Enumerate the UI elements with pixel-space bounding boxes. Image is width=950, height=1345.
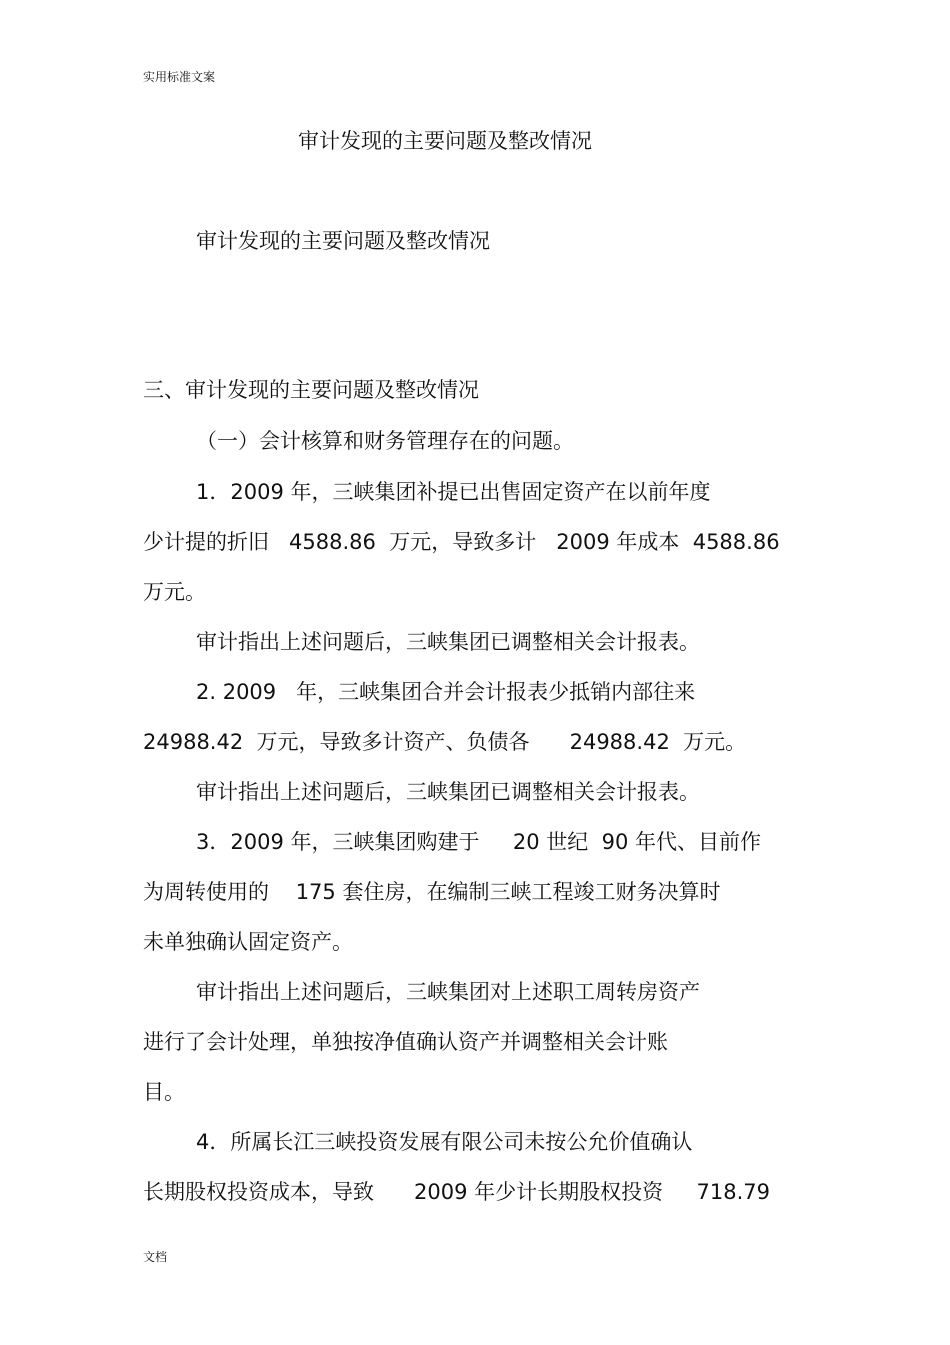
paragraph-line: 1．2009 年，三峡集团补提已出售固定资产在以前年度 [196,480,711,504]
paragraph-line: 审计指出上述问题后，三峡集团已调整相关会计报表。 [196,630,700,654]
paragraph-line: 目。 [143,1080,185,1104]
document-subtitle: 审计发现的主要问题及整改情况 [196,229,490,253]
paragraph-line: 4．所属长江三峡投资发展有限公司未按公允价值确认 [196,1130,693,1154]
paragraph-line: 万元。 [143,580,206,604]
paragraph-line: 长期股权投资成本，导致 2009 年少计长期股权投资 718.79 [143,1180,771,1204]
paragraph-line: 审计指出上述问题后，三峡集团已调整相关会计报表。 [196,780,700,804]
page-footer: 文档 [143,1250,168,1264]
paragraph-line: 进行了会计处理，单独按净值确认资产并调整相关会计账 [143,1030,668,1054]
paragraph-line: 2. 2009 年，三峡集团合并会计报表少抵销内部往来 [196,680,696,704]
subsection-heading: （一）会计核算和财务管理存在的问题。 [196,429,574,453]
page-header: 实用标准文案 [143,70,216,84]
document-title: 审计发现的主要问题及整改情况 [298,129,592,153]
paragraph-line: 少计提的折旧 4588.86 万元，导致多计 2009 年成本 4588.86 [143,530,780,554]
paragraph-line: 3．2009 年，三峡集团购建于 20 世纪 90 年代、目前作 [196,830,761,854]
paragraph-line: 24988.42 万元，导致多计资产、负债各 24988.42 万元。 [143,730,747,754]
paragraph-line: 未单独确认固定资产。 [143,930,353,954]
paragraph-line: 为周转使用的 175 套住房，在编制三峡工程竣工财务决算时 [143,880,721,904]
section-heading: 三、审计发现的主要问题及整改情况 [143,378,479,402]
paragraph-line: 审计指出上述问题后，三峡集团对上述职工周转房资产 [196,980,700,1004]
